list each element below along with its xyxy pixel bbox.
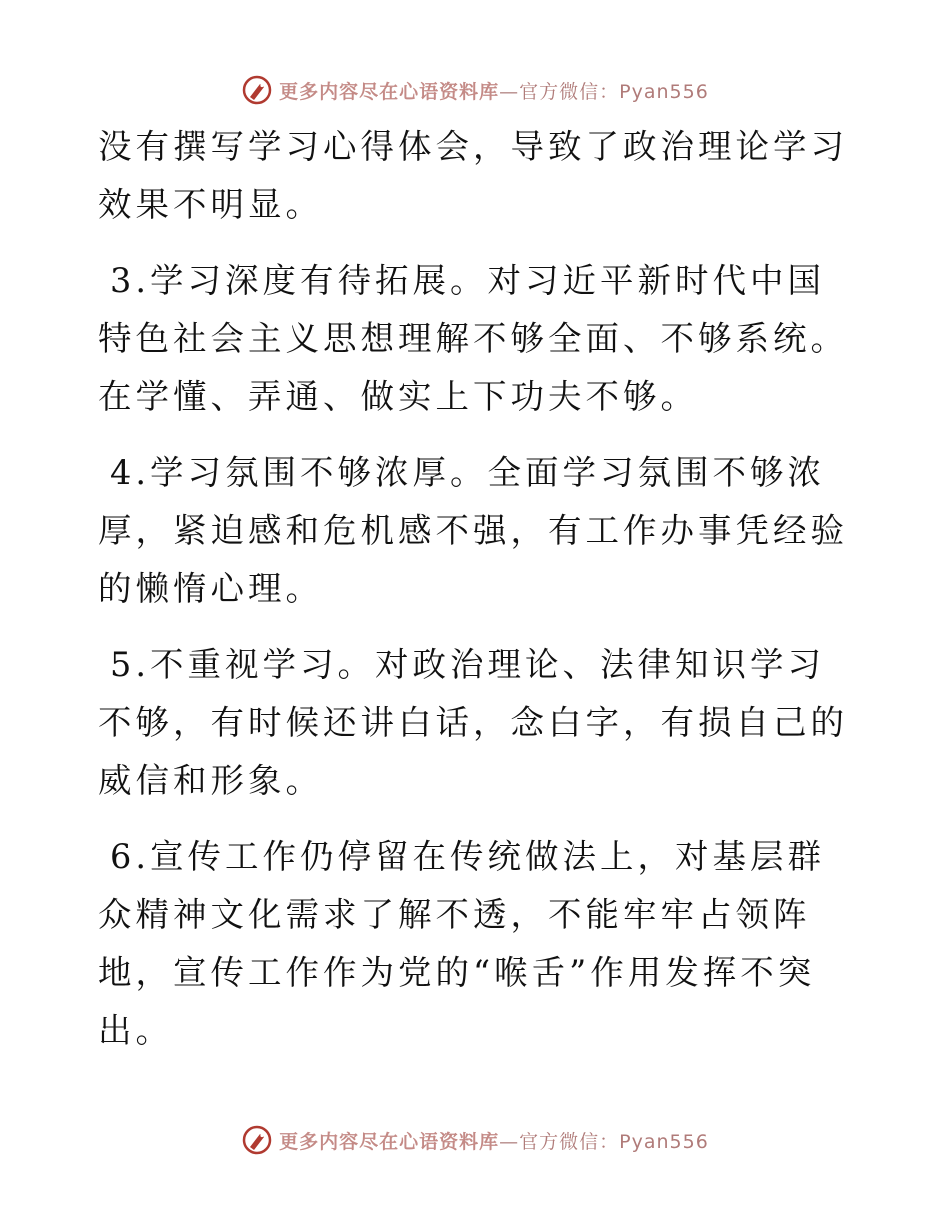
watermark-main: 更多内容尽在心语资料库 <box>279 80 500 103</box>
paragraph-item-5: 5.不重视学习。对政治理论、法律知识学习不够，有时候还讲白话，念白字，有损自己的威信和形象。 <box>98 645 848 800</box>
header-watermark <box>0 70 950 110</box>
paragraph-item-3: 3.学习深度有待拓展。对习近平新时代中国特色社会主义思想理解不够全面、不够系统。在学懂、弄通、做实上下功夫不够。 <box>98 261 848 416</box>
watermark-separator: — <box>499 80 520 103</box>
watermark-wechat: 官方微信：Pyan556 <box>519 80 709 103</box>
pen-nib-logo-icon <box>241 1124 273 1156</box>
paragraph-item-6: 6.宣传工作仍停留在传统做法上，对基层群众精神文化需求了解不透，不能牢牢占领阵地，宣传工作作为党的“喉舌”作用发挥不突出。 <box>98 837 825 1050</box>
watermark-wechat: 官方微信：Pyan556 <box>519 1130 709 1153</box>
watermark-main: 更多内容尽在心语资料库 <box>279 1130 500 1153</box>
watermark-separator: — <box>499 1130 520 1153</box>
paragraph-item-4: 4.学习氛围不够浓厚。全面学习氛围不够浓厚，紧迫感和危机感不强，有工作办事凭经验的懒惰心理。 <box>98 453 848 608</box>
pen-nib-logo-icon <box>241 74 273 106</box>
document-body <box>98 118 858 1078</box>
paragraph-continued: 没有撰写学习心得体会，导致了政治理论学习效果不明显。 <box>98 127 848 224</box>
watermark-text <box>279 1127 709 1154</box>
footer-watermark <box>0 1120 950 1160</box>
watermark-text <box>279 77 709 104</box>
